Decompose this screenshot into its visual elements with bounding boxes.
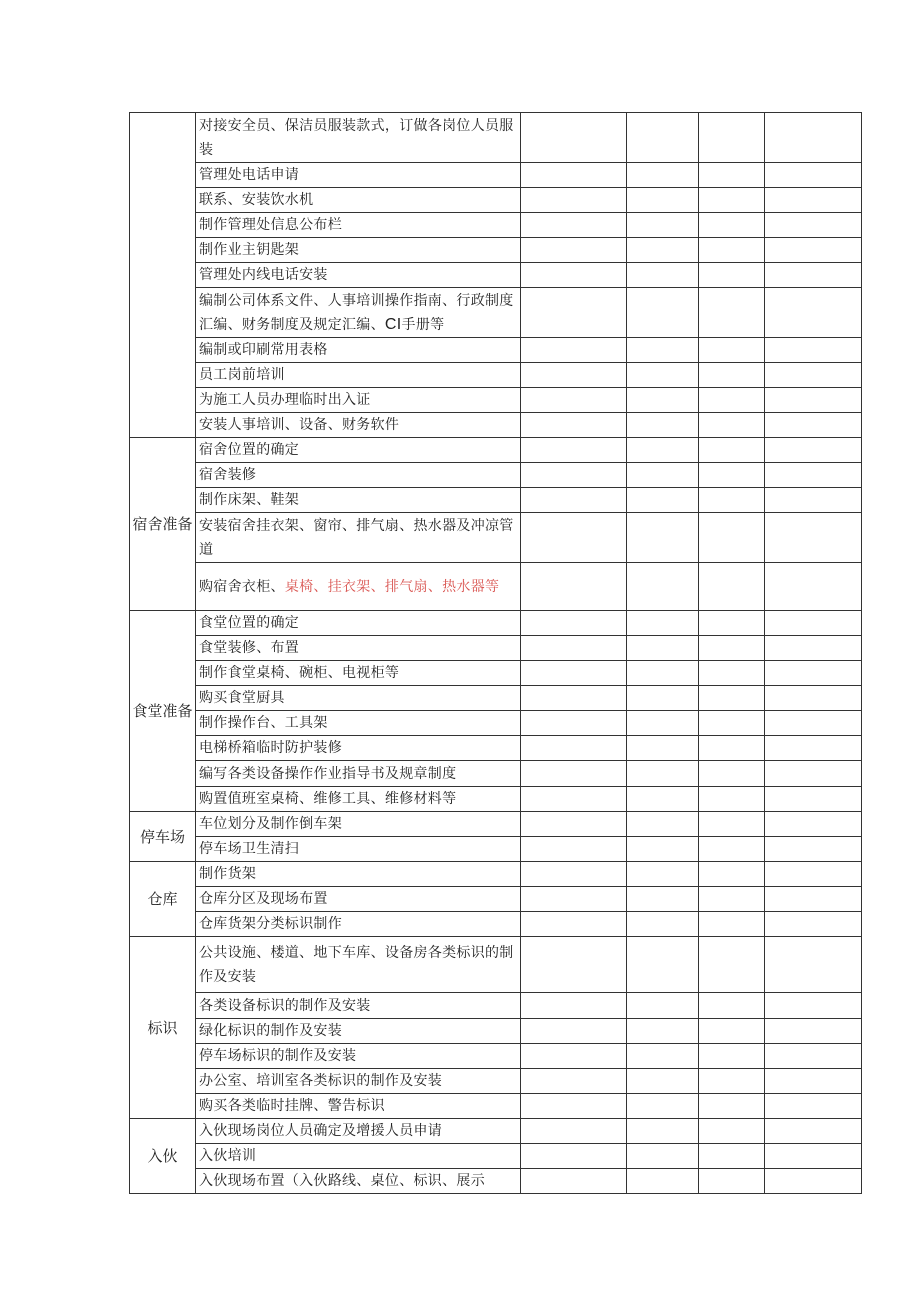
task-text: 电梯桥箱临时防护装修 — [199, 740, 342, 756]
task-cell — [196, 761, 521, 787]
empty-cell — [627, 113, 699, 163]
empty-cell — [765, 887, 862, 912]
empty-cell — [627, 993, 699, 1019]
empty-cell — [627, 388, 699, 413]
task-text: 停车场标识的制作及安装 — [199, 1048, 357, 1064]
empty-cell — [765, 761, 862, 787]
empty-cell — [699, 761, 765, 787]
empty-cell — [521, 736, 627, 761]
task-cell — [196, 611, 521, 636]
empty-cell — [699, 438, 765, 463]
empty-cell — [521, 563, 627, 611]
task-cell — [196, 1044, 521, 1069]
empty-cell — [627, 611, 699, 636]
table-row — [130, 736, 862, 761]
empty-cell — [699, 1044, 765, 1069]
task-cell — [196, 238, 521, 263]
table-row — [130, 862, 862, 887]
empty-cell — [521, 661, 627, 686]
empty-cell — [699, 263, 765, 288]
empty-cell — [627, 163, 699, 188]
empty-cell — [627, 761, 699, 787]
empty-cell — [699, 636, 765, 661]
empty-cell — [627, 812, 699, 837]
empty-cell — [521, 1169, 627, 1194]
empty-cell — [765, 288, 862, 338]
empty-cell — [627, 1144, 699, 1169]
task-text: 绿化标识的制作及安装 — [199, 1023, 342, 1039]
task-cell — [196, 787, 521, 812]
table-row — [130, 1069, 862, 1094]
empty-cell — [521, 1094, 627, 1119]
empty-cell — [699, 488, 765, 513]
empty-cell — [627, 463, 699, 488]
task-text: 食堂装修、布置 — [199, 640, 300, 656]
empty-cell — [521, 338, 627, 363]
category-cell-warehouse: 仓库 — [130, 862, 196, 937]
table-row — [130, 837, 862, 862]
empty-cell — [765, 338, 862, 363]
task-cell — [196, 213, 521, 238]
empty-cell — [699, 338, 765, 363]
empty-cell — [627, 912, 699, 937]
table-row — [130, 636, 862, 661]
empty-cell — [765, 711, 862, 736]
empty-cell — [699, 413, 765, 438]
task-cell — [196, 1119, 521, 1144]
empty-cell — [765, 686, 862, 711]
task-text: 联系、安装饮水机 — [199, 192, 314, 208]
empty-cell — [627, 636, 699, 661]
empty-cell — [765, 1094, 862, 1119]
table-row — [130, 1119, 862, 1144]
empty-cell — [765, 661, 862, 686]
empty-cell — [627, 1044, 699, 1069]
task-cell — [196, 1094, 521, 1119]
empty-cell — [521, 413, 627, 438]
empty-cell — [627, 1069, 699, 1094]
empty-cell — [699, 563, 765, 611]
empty-cell — [627, 188, 699, 213]
table-row — [130, 1169, 862, 1194]
category-cell-dormitory: 宿舍准备 — [130, 438, 196, 611]
empty-cell — [765, 787, 862, 812]
empty-cell — [765, 611, 862, 636]
empty-cell — [765, 563, 862, 611]
empty-cell — [521, 887, 627, 912]
empty-cell — [699, 993, 765, 1019]
empty-cell — [627, 1019, 699, 1044]
task-cell — [196, 488, 521, 513]
empty-cell — [627, 438, 699, 463]
empty-cell — [765, 1069, 862, 1094]
task-cell — [196, 812, 521, 837]
empty-cell — [699, 937, 765, 993]
empty-cell — [521, 188, 627, 213]
task-text: 制作床架、鞋架 — [199, 492, 300, 508]
empty-cell — [699, 862, 765, 887]
empty-cell — [699, 1119, 765, 1144]
task-text: 安装人事培训、设备、财务软件 — [199, 417, 400, 433]
empty-cell — [765, 163, 862, 188]
empty-cell — [699, 363, 765, 388]
empty-cell — [521, 1119, 627, 1144]
empty-cell — [765, 993, 862, 1019]
empty-cell — [627, 711, 699, 736]
task-cell — [196, 288, 521, 338]
task-cell — [196, 636, 521, 661]
table-row — [130, 163, 862, 188]
empty-cell — [699, 238, 765, 263]
table-row — [130, 288, 862, 338]
empty-cell — [699, 188, 765, 213]
task-cell — [196, 188, 521, 213]
table-row — [130, 1044, 862, 1069]
category-cell-canteen: 食堂准备 — [130, 611, 196, 812]
empty-cell — [699, 887, 765, 912]
empty-cell — [699, 787, 765, 812]
empty-cell — [765, 1169, 862, 1194]
table-row — [130, 686, 862, 711]
category-cell-signage: 标识 — [130, 937, 196, 1119]
task-text: 入伙现场布置（入伙路线、桌位、标识、展示 — [199, 1173, 485, 1189]
task-text: 宿舍装修 — [199, 467, 257, 483]
empty-cell — [627, 413, 699, 438]
empty-cell — [521, 288, 627, 338]
task-cell — [196, 438, 521, 463]
table-row — [130, 113, 862, 163]
empty-cell — [521, 912, 627, 937]
task-cell — [196, 1169, 521, 1194]
empty-cell — [627, 238, 699, 263]
empty-cell — [765, 463, 862, 488]
table-row — [130, 1094, 862, 1119]
table-row — [130, 513, 862, 563]
empty-cell — [521, 388, 627, 413]
empty-cell — [699, 1144, 765, 1169]
task-cell — [196, 1019, 521, 1044]
table-row — [130, 787, 862, 812]
table-row — [130, 937, 862, 993]
task-cell — [196, 661, 521, 686]
task-text: 制作业主钥匙架 — [199, 242, 300, 258]
empty-cell — [765, 188, 862, 213]
empty-cell — [521, 837, 627, 862]
task-text: 入伙培训 — [199, 1148, 257, 1164]
category-cell-move-in: 入伙 — [130, 1119, 196, 1194]
task-cell — [196, 736, 521, 761]
table-row — [130, 661, 862, 686]
empty-cell — [699, 463, 765, 488]
task-text: 车位划分及制作倒车架 — [199, 816, 342, 832]
empty-cell — [521, 113, 627, 163]
empty-cell — [699, 388, 765, 413]
task-text: CI — [384, 315, 402, 333]
empty-cell — [521, 238, 627, 263]
empty-cell — [521, 513, 627, 563]
table-row — [130, 438, 862, 463]
empty-cell — [699, 661, 765, 686]
empty-cell — [627, 1094, 699, 1119]
empty-cell — [765, 837, 862, 862]
table-row — [130, 1019, 862, 1044]
empty-cell — [627, 488, 699, 513]
empty-cell — [765, 263, 862, 288]
table-body — [130, 113, 862, 1194]
task-cell — [196, 513, 521, 563]
empty-cell — [627, 937, 699, 993]
task-cell — [196, 993, 521, 1019]
task-cell — [196, 937, 521, 993]
empty-cell — [699, 837, 765, 862]
task-cell — [196, 912, 521, 937]
category-cell — [130, 113, 196, 438]
empty-cell — [699, 736, 765, 761]
task-text: 办公室、培训室各类标识的制作及安装 — [199, 1073, 443, 1089]
empty-cell — [521, 213, 627, 238]
task-text: 制作操作台、工具架 — [199, 715, 328, 731]
empty-cell — [521, 636, 627, 661]
empty-cell — [521, 812, 627, 837]
task-cell — [196, 887, 521, 912]
empty-cell — [521, 263, 627, 288]
table-row — [130, 488, 862, 513]
task-cell — [196, 463, 521, 488]
table-row — [130, 711, 862, 736]
table-row — [130, 1144, 862, 1169]
empty-cell — [699, 1019, 765, 1044]
empty-cell — [521, 787, 627, 812]
empty-cell — [627, 213, 699, 238]
task-text: 购买各类临时挂牌、警告标识 — [199, 1098, 385, 1114]
table-row — [130, 611, 862, 636]
empty-cell — [627, 363, 699, 388]
task-text: 购宿舍衣柜、 — [199, 578, 285, 595]
empty-cell — [699, 912, 765, 937]
task-text: 安装宿舍挂衣架、窗帘、排气扇、热水器及冲凉管道 — [199, 517, 514, 558]
task-text: 各类设备标识的制作及安装 — [199, 997, 371, 1014]
table-row — [130, 263, 862, 288]
table-row — [130, 213, 862, 238]
empty-cell — [699, 1069, 765, 1094]
table-row — [130, 463, 862, 488]
empty-cell — [765, 636, 862, 661]
task-cell — [196, 1144, 521, 1169]
task-cell — [196, 113, 521, 163]
empty-cell — [765, 438, 862, 463]
empty-cell — [699, 213, 765, 238]
empty-cell — [521, 611, 627, 636]
empty-cell — [699, 1094, 765, 1119]
task-text: 员工岗前培训 — [199, 367, 285, 383]
empty-cell — [699, 513, 765, 563]
empty-cell — [765, 413, 862, 438]
empty-cell — [765, 736, 862, 761]
empty-cell — [627, 736, 699, 761]
table-row — [130, 413, 862, 438]
empty-cell — [765, 1119, 862, 1144]
task-cell — [196, 363, 521, 388]
empty-cell — [627, 263, 699, 288]
task-text: 管理处电话申请 — [199, 167, 300, 183]
empty-cell — [765, 812, 862, 837]
empty-cell — [627, 1169, 699, 1194]
empty-cell — [521, 862, 627, 887]
empty-cell — [765, 213, 862, 238]
task-text: 仓库分区及现场布置 — [199, 891, 328, 907]
empty-cell — [627, 563, 699, 611]
empty-cell — [627, 887, 699, 912]
task-text: 购置值班室桌椅、维修工具、维修材料等 — [199, 791, 457, 807]
table-row — [130, 812, 862, 837]
task-text: 制作管理处信息公布栏 — [199, 217, 342, 233]
empty-cell — [521, 993, 627, 1019]
task-cell — [196, 413, 521, 438]
empty-cell — [521, 711, 627, 736]
empty-cell — [765, 113, 862, 163]
task-text: 桌椅、挂衣架、排气扇、热水器等 — [284, 578, 500, 595]
empty-cell — [627, 787, 699, 812]
empty-cell — [627, 338, 699, 363]
task-cell — [196, 338, 521, 363]
task-text: 为施工人员办理临时出入证 — [199, 392, 371, 408]
empty-cell — [699, 1169, 765, 1194]
task-cell — [196, 862, 521, 887]
task-text: 宿舍位置的确定 — [199, 442, 300, 458]
task-cell — [196, 686, 521, 711]
empty-cell — [765, 488, 862, 513]
empty-cell — [627, 837, 699, 862]
work-plan-table — [129, 112, 862, 1194]
empty-cell — [765, 862, 862, 887]
task-text: 对接安全员、保洁员服装款式，订做各岗位人员服装 — [199, 117, 514, 158]
empty-cell — [765, 238, 862, 263]
empty-cell — [765, 388, 862, 413]
table-row — [130, 993, 862, 1019]
empty-cell — [627, 288, 699, 338]
task-text: 仓库货架分类标识制作 — [199, 916, 342, 932]
empty-cell — [699, 113, 765, 163]
empty-cell — [521, 438, 627, 463]
empty-cell — [627, 686, 699, 711]
empty-cell — [521, 363, 627, 388]
empty-cell — [521, 1044, 627, 1069]
empty-cell — [521, 1144, 627, 1169]
empty-cell — [699, 711, 765, 736]
task-text: 管理处内线电话安装 — [199, 267, 328, 283]
table-row — [130, 188, 862, 213]
task-text: 入伙现场岗位人员确定及增援人员申请 — [199, 1123, 443, 1139]
task-text: 编制公司体系文件、人事培训操作指南、行政制度汇编、财务制度及规定汇编、 — [199, 292, 514, 333]
empty-cell — [521, 761, 627, 787]
task-text: 编写各类设备操作作业指导书及规章制度 — [199, 765, 457, 782]
table-row — [130, 761, 862, 787]
table-row — [130, 238, 862, 263]
task-text: 公共设施、楼道、地下车库、设备房各类标识的制作及安装 — [199, 944, 514, 985]
empty-cell — [521, 163, 627, 188]
empty-cell — [699, 288, 765, 338]
empty-cell — [699, 686, 765, 711]
task-cell — [196, 563, 521, 611]
empty-cell — [765, 912, 862, 937]
empty-cell — [521, 463, 627, 488]
empty-cell — [521, 937, 627, 993]
task-cell — [196, 388, 521, 413]
empty-cell — [521, 488, 627, 513]
empty-cell — [765, 513, 862, 563]
task-text: 制作货架 — [199, 866, 257, 882]
task-cell — [196, 1069, 521, 1094]
table-row — [130, 338, 862, 363]
table-row — [130, 388, 862, 413]
empty-cell — [765, 1144, 862, 1169]
empty-cell — [699, 611, 765, 636]
empty-cell — [627, 862, 699, 887]
task-cell — [196, 263, 521, 288]
table-row — [130, 887, 862, 912]
task-text: 制作食堂桌椅、碗柜、电视柜等 — [199, 665, 400, 681]
empty-cell — [699, 812, 765, 837]
empty-cell — [627, 1119, 699, 1144]
task-text: 停车场卫生清扫 — [199, 841, 300, 857]
table-row — [130, 363, 862, 388]
task-text: 食堂位置的确定 — [199, 615, 300, 631]
empty-cell — [627, 661, 699, 686]
empty-cell — [765, 1044, 862, 1069]
table-row — [130, 912, 862, 937]
empty-cell — [521, 1069, 627, 1094]
empty-cell — [521, 1019, 627, 1044]
task-cell — [196, 711, 521, 736]
empty-cell — [627, 513, 699, 563]
table-row — [130, 563, 862, 611]
task-text: 购买食堂厨具 — [199, 690, 285, 706]
category-cell-parking: 停车场 — [130, 812, 196, 862]
empty-cell — [765, 1019, 862, 1044]
task-cell — [196, 837, 521, 862]
empty-cell — [521, 686, 627, 711]
empty-cell — [699, 163, 765, 188]
empty-cell — [765, 937, 862, 993]
empty-cell — [765, 363, 862, 388]
task-text: 编制或印刷常用表格 — [199, 342, 328, 358]
task-text: 手册等 — [401, 316, 445, 333]
task-cell — [196, 163, 521, 188]
